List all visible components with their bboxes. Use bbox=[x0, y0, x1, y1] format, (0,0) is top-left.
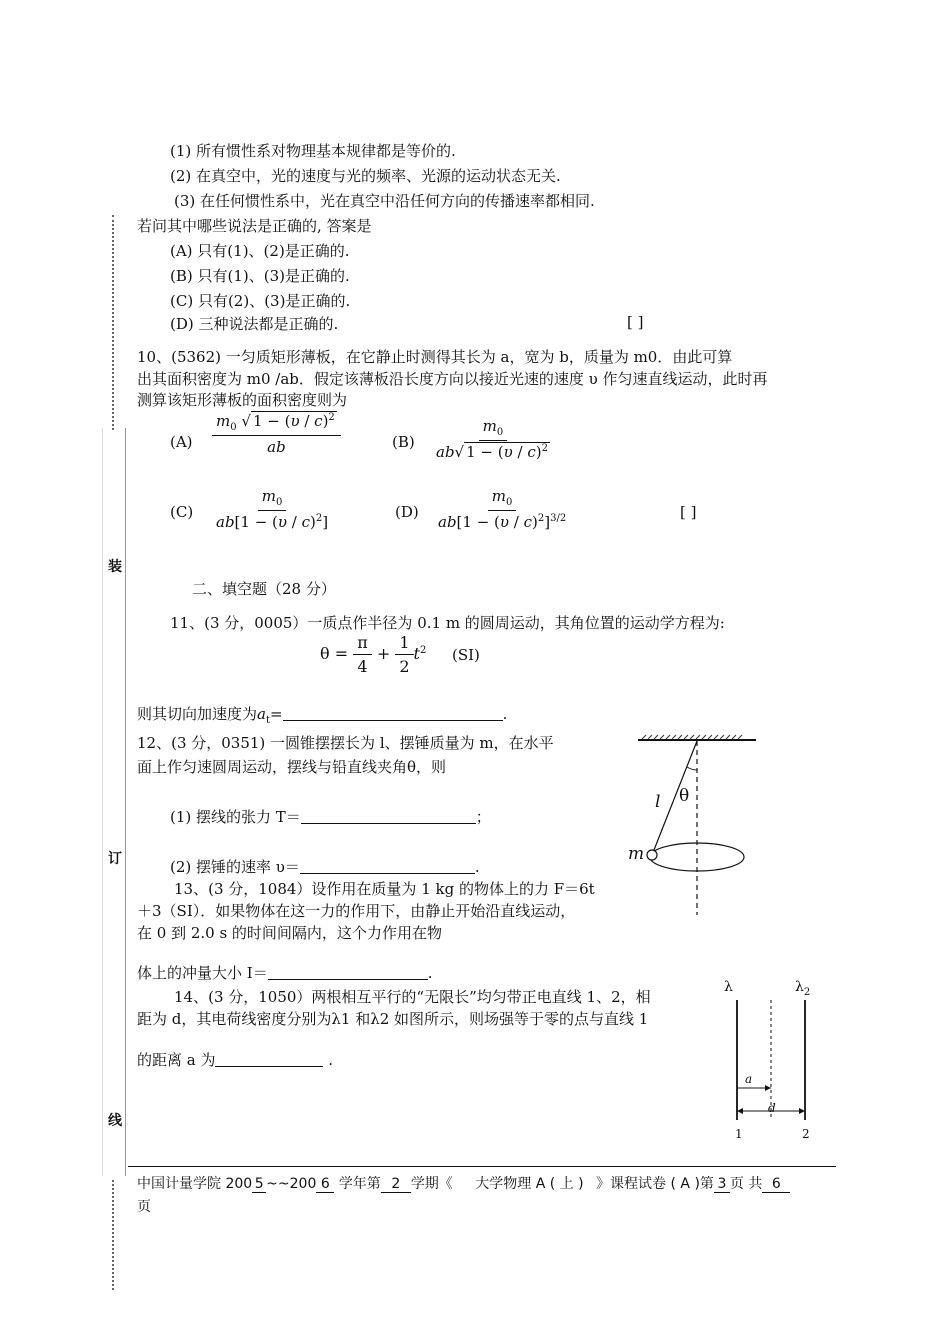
footer-sep: ~~200 bbox=[266, 1176, 317, 1192]
q13-impulse-blank[interactable] bbox=[268, 965, 428, 980]
footer-school: 中国计量学院 200 bbox=[137, 1176, 253, 1192]
q9-option-c: (C) 只有(2)、(3)是正确的. bbox=[170, 292, 351, 310]
footer-year-end: 6 bbox=[316, 1176, 334, 1193]
q10-line-1: 10、(5362) 一匀质矩形薄板，在它静止时测得其长为 a，宽为 b，质量为 m0．由此可算 bbox=[137, 348, 733, 366]
q11-si-unit: (SI) bbox=[452, 646, 480, 664]
q13-line-2: ＋3（SI）．如果物体在这一力的作用下，由静止开始沿直线运动， bbox=[137, 902, 576, 920]
pendulum-angle-label: θ bbox=[679, 786, 690, 806]
line-2-lambda-sub: 2 bbox=[803, 987, 811, 998]
q12-line-2: 面上作匀速圆周运动，摆线与铅直线夹角θ，则 bbox=[137, 758, 447, 776]
q10-line-3: 测算该矩形薄板的面积密度则为 bbox=[137, 391, 348, 409]
q14-distance-blank[interactable] bbox=[215, 1052, 323, 1067]
q9-question: 若问其中哪些说法是正确的, 答案是 bbox=[137, 217, 372, 235]
q9-statement-3: (3) 在任何惯性系中，光在真空中沿任何方向的传播速率都相同. bbox=[174, 192, 595, 210]
q13-answer-label: 体上的冲量大小 I＝ bbox=[137, 964, 268, 982]
q12-part-1-label: (1) 摆线的张力 T＝ bbox=[170, 808, 301, 826]
q12-speed-blank[interactable] bbox=[300, 859, 475, 874]
footer-term: 2 bbox=[381, 1176, 411, 1193]
q9-statement-2: (2) 在真空中，光的速度与光的频率、光源的运动状态无关. bbox=[170, 167, 561, 185]
q10-answer-bracket: [ ] bbox=[680, 503, 697, 521]
binding-box bbox=[102, 428, 126, 1176]
q10-option-d-label: (D) bbox=[395, 503, 419, 521]
pendulum-length-label: l bbox=[655, 792, 661, 812]
q13-answer-line: 体上的冲量大小 I＝ . bbox=[137, 964, 433, 982]
q9-option-b: (B) 只有(1)、(3)是正确的. bbox=[170, 267, 350, 285]
footer-page-label: )第 bbox=[694, 1176, 714, 1192]
q9-option-d: (D) 三种说法都是正确的. bbox=[170, 315, 339, 333]
q9-answer-bracket: [ ] bbox=[627, 313, 644, 331]
q12-tension-blank[interactable] bbox=[301, 809, 476, 824]
q10-option-a-label: (A) bbox=[170, 433, 193, 451]
line-2-density-label bbox=[795, 979, 810, 998]
footer-page: 3 bbox=[714, 1176, 730, 1193]
binding-dotted-line-top bbox=[112, 215, 114, 430]
q9-statement-1: (1) 所有惯性系对物理基本规律都是等价的. bbox=[170, 142, 456, 160]
footer-tail: 页 bbox=[137, 1199, 151, 1215]
footer-year-start: 5 bbox=[252, 1176, 266, 1193]
q14-line-1: 14、(3 分，1050）两根相互平行的“无限长”均匀带正电直线 1、2，相 bbox=[174, 988, 651, 1006]
line-1-density-label: λ bbox=[724, 979, 733, 995]
q12-part-1: (1) 摆线的张力 T＝ ； bbox=[170, 808, 491, 826]
q13-line-3: 在 0 到 2.0 s 的时间间隔内，这个力作用在物 bbox=[137, 924, 442, 942]
q11-equation: θ = $\frac{\pi}{4}$ + $\frac{1}{2}$ $t^2$ bbox=[320, 633, 427, 676]
footer-paper-label: 》课程试卷 ( bbox=[596, 1176, 676, 1192]
q11-stem: 11、(3 分，0005）一质点作半径为 0.1 m 的圆周运动，其角位置的运动学方程为: bbox=[170, 614, 725, 632]
q9-option-a: (A) 只有(1)、(2)是正确的. bbox=[170, 242, 350, 260]
binding-char-zhuang: 装 bbox=[108, 559, 122, 575]
q14-answer-line: 的距离 a 为 . bbox=[137, 1051, 334, 1069]
q12-part-2: (2) 摆锤的速率 υ＝ . bbox=[170, 858, 480, 876]
footer-paper: A bbox=[680, 1176, 690, 1192]
q10-line-2: 出其面积密度为 m0 /ab．假定该薄板沿长度方向以接近光速的速度 υ 作匀速直线运动，此时再 bbox=[137, 370, 768, 388]
footer-total: 6 bbox=[762, 1176, 790, 1193]
q10-option-c-label: (C) bbox=[170, 503, 194, 521]
footer-total-label: 页 共 bbox=[729, 1176, 763, 1192]
q10-option-b-label: (B) bbox=[392, 433, 415, 451]
q11-answer-blank[interactable] bbox=[283, 706, 503, 721]
q14-line-2: 距为 d，其电荷线密度分别为λ1 和λ2 如图所示，则场强等于零的点与直线 1 bbox=[137, 1010, 649, 1028]
line-2-number: 2 bbox=[802, 1127, 810, 1141]
section-fill-in-title: 二、填空题（28 分） bbox=[192, 580, 336, 598]
line-2-lambda: λ bbox=[795, 979, 804, 995]
line-1-number: 1 bbox=[735, 1127, 743, 1141]
binding-char-xian: 线 bbox=[108, 1113, 122, 1129]
pendulum-mass-label: m bbox=[628, 844, 645, 864]
binding-dotted-line-bottom bbox=[112, 1180, 114, 1290]
q10-option-d-formula: $\frac{m_0}{ab[1 - (\upsilon / c)^2]^{3/2}}$ bbox=[438, 487, 567, 531]
q10-option-c-formula: $\frac{m_0}{ab[1 - (\upsilon / c)^2]}$ bbox=[216, 487, 329, 531]
footer-term-label: 学期《 bbox=[410, 1176, 453, 1192]
q12-line-1: 12、(3 分，0351) 一圆锥摆摆长为 l、摆锤质量为 m，在水平 bbox=[137, 734, 554, 752]
q10-option-b-formula: $\frac{m_0}{ab√ 1 - (\upsilon / c)^2}$ bbox=[436, 417, 548, 461]
q13-line-1: 13、(3 分，1084）设作用在质量为 1 kg 的物体上的力 F＝6t bbox=[174, 880, 595, 898]
q11-answer-line: 则其切向加速度为$a_t=$ . bbox=[137, 705, 508, 726]
distance-d-label: d bbox=[768, 1101, 776, 1115]
q10-option-a-formula: $\frac{m_0 √ 1 - (\upsilon / c)^2}{ab}$ bbox=[212, 412, 341, 456]
distance-a-label: a bbox=[745, 1072, 753, 1086]
footer-rule bbox=[128, 1166, 836, 1167]
q11-answer-label: 则其切向加速度为 bbox=[137, 705, 258, 723]
conical-pendulum-figure bbox=[620, 730, 770, 920]
q12-part-2-label: (2) 摆锤的速率 υ＝ bbox=[170, 858, 300, 876]
q14-answer-label: 的距离 a 为 bbox=[137, 1051, 216, 1069]
binding-char-ding: 订 bbox=[108, 851, 122, 867]
footer-course: 大学物理 A ( 上 ) bbox=[475, 1176, 584, 1192]
footer-line bbox=[137, 1173, 790, 1193]
footer-year-label: 学年第 bbox=[338, 1176, 381, 1192]
